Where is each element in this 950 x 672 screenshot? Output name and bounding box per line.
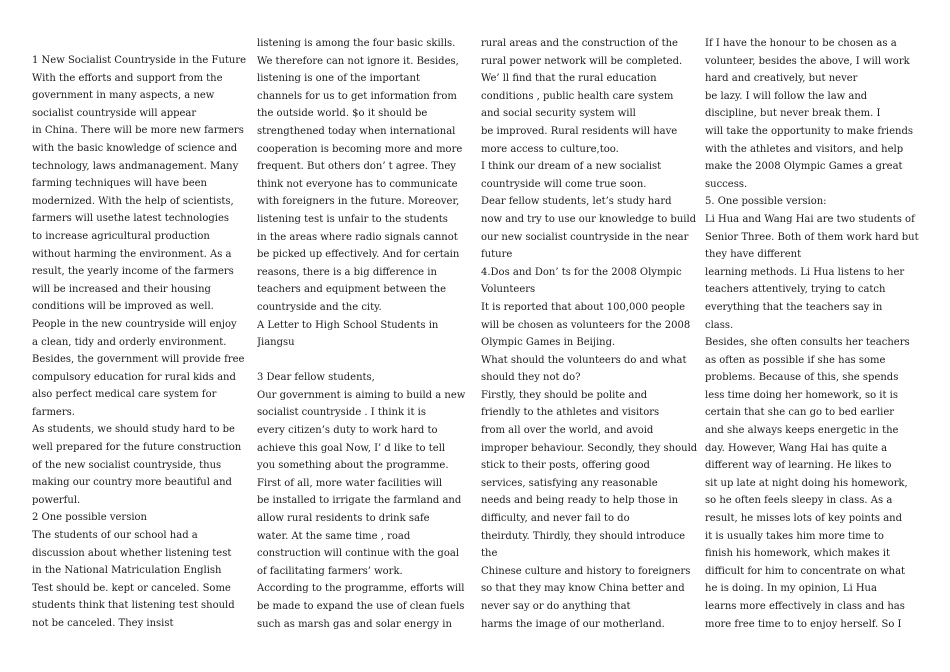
text-line: they have different (705, 249, 802, 261)
text-line: result, the yearly income of the farmers (32, 266, 234, 278)
text-line: without harming the environment. As a (32, 248, 232, 260)
text-line: the (481, 548, 498, 560)
text-line: think not everyone has to communicate (257, 178, 458, 190)
text-line: discipline, but never break them. I (705, 108, 881, 120)
text-line: so that they may know China better and (481, 583, 685, 595)
text-line: never say or do anything that (481, 601, 631, 612)
text-line: less time doing her homework, so it is (705, 389, 899, 401)
text-line: learning methods. Li Hua listens to her (705, 266, 905, 278)
text-line: technology, laws andmanagement. Many (32, 160, 239, 172)
text-line: channels for us to get information from (257, 90, 457, 102)
text-line: theirduty. Thirdly, they should introduce (481, 530, 686, 542)
text-line: in the National Matriculation English (32, 565, 222, 577)
text-line: more access to culture,too. (481, 143, 619, 155)
text-line: future (481, 249, 513, 261)
text-line: not be canceled. They insist (32, 618, 174, 629)
text-line: Test should be. kept or canceled. Some (32, 582, 231, 594)
text-line: of facilitating farmers’ work. (257, 565, 403, 577)
text-line: of the new socialist countryside, thus (32, 459, 222, 471)
text-line: will take the opportunity to make friends (705, 125, 913, 137)
text-line: should they not do? (481, 372, 581, 384)
text-line: to increase agricultural production (32, 230, 210, 242)
text-line: our new socialist countryside in the near (481, 231, 689, 243)
text-line: socialist countryside will appear (32, 107, 197, 119)
text-line: farmers will usethe latest technologies (32, 213, 230, 225)
text-line: I think our dream of a new socialist (481, 161, 662, 173)
text-line: modernized. With the help of scientists, (32, 195, 234, 207)
text-line: a clean, tidy and orderly environment. (32, 336, 227, 348)
text-line: from all over the world, and avoid (481, 425, 654, 437)
text-line: We therefore can not ignore it. Besides, (257, 55, 459, 67)
text-line: Dear fellow students, let’s study hard (481, 196, 672, 208)
text-line: in the areas where radio signals cannot (257, 231, 458, 243)
text-line: difficult for him to concentrate on what (705, 565, 906, 577)
text-column-2 (257, 35, 479, 633)
text-line: with the basic knowledge of science and (32, 142, 238, 154)
text-line: services, satisfying any reasonable (481, 477, 658, 489)
text-line: socialist countryside . I think it is (257, 407, 426, 419)
text-line: certain that she can go to bed earlier (705, 407, 895, 419)
text-line (257, 352, 479, 370)
text-line: reasons, there is a big difference in (257, 266, 437, 278)
text-line: Volunteers (481, 284, 536, 296)
text-line: sit up late at night doing his homework, (705, 477, 908, 489)
text-line: problems. Because of this, she spends (705, 372, 899, 384)
text-line: powerful. (32, 494, 81, 506)
text-line: with the athletes and visitors, and help (705, 143, 904, 155)
text-column-4 (705, 35, 927, 633)
text-line: discussion about whether listening test (32, 547, 232, 559)
text-line: be picked up effectively. And for certain (257, 249, 460, 261)
text-line: you something about the programme. (257, 460, 449, 472)
text-line: 5. One possible version: (705, 196, 827, 208)
text-line: We’ ll find that the rural education (481, 73, 657, 85)
text-line: With the efforts and support from the (32, 72, 223, 84)
text-column-1 (32, 52, 254, 633)
text-line: Senior Three. Both of them work hard but (705, 231, 919, 243)
text-line: According to the programme, efforts will (257, 583, 465, 595)
text-line: different way of learning. He likes to (705, 460, 892, 472)
text-line: listening test is unfair to the students (257, 213, 448, 225)
text-line: friendly to the athletes and visitors (481, 407, 660, 419)
text-line: students think that listening test should (32, 600, 235, 612)
text-line: countryside will come true soon. (481, 178, 647, 190)
text-line: in China. There will be more new farmers (32, 125, 244, 137)
text-line: day. However, Wang Hai has quite a (705, 442, 888, 454)
text-line: water. At the same time , road (257, 530, 411, 542)
text-line: achieve this goal Now, I’ d like to tell (257, 442, 446, 454)
text-line: 2 One possible version (32, 512, 147, 524)
text-line: Firstly, they should be polite and (481, 389, 648, 401)
text-line: A Letter to High School Students in (257, 319, 439, 331)
text-line: volunteer, besides the above, I will work (705, 55, 910, 67)
text-line: will be increased and their housing (32, 283, 211, 295)
text-line: and she always keeps energetic in the (705, 425, 899, 437)
text-line: rural areas and the construction of the (481, 38, 678, 49)
text-line: 1 New Socialist Countryside in the Future (32, 55, 247, 66)
text-line: government in many aspects, a new (32, 90, 215, 102)
text-line: Li Hua and Wang Hai are two students of (705, 213, 915, 225)
text-line: farmers. (32, 406, 75, 418)
text-line: listening is one of the important (257, 73, 420, 85)
text-line: difficulty, and never fail to do (481, 513, 630, 525)
text-line: Our government is aiming to build a new (257, 389, 466, 401)
text-line: What should the volunteers do and what (481, 354, 687, 366)
text-line: making our country more beautiful and (32, 477, 232, 489)
text-line: compulsory education for rural kids and (32, 371, 236, 383)
text-line: Chinese culture and history to foreigners (481, 565, 691, 577)
text-line: every citizen’s duty to work hard to (257, 425, 438, 437)
text-line: strengthened today when international (257, 125, 456, 137)
text-line: with foreigners in the future. Moreover, (257, 196, 460, 208)
text-line: needs and being ready to help those in (481, 495, 679, 507)
text-line: he is doing. In my opinion, Li Hua (705, 583, 877, 595)
text-line: If I have the honour to be chosen as a (705, 38, 897, 49)
text-line: result, he misses lots of key points and (705, 513, 903, 525)
text-line: success. (705, 178, 748, 190)
text-line: make the 2008 Olympic Games a great (705, 161, 903, 173)
text-line: and social security system will (481, 108, 636, 120)
text-line: harms the image of our motherland. (481, 618, 665, 630)
text-line: stick to their posts, offering good (481, 460, 650, 472)
text-line: As students, we should study hard to be (32, 424, 235, 436)
text-line: learns more effectively in class and has (705, 601, 905, 612)
text-line: be installed to irrigate the farmland and (257, 495, 462, 507)
text-line: frequent. But others don’ t agree. They (257, 161, 456, 173)
text-line: 3 Dear fellow students, (257, 372, 375, 384)
text-line: also perfect medical care system for (32, 389, 217, 401)
text-column-3 (481, 35, 703, 633)
text-line: Besides, the government will provide free (32, 354, 245, 366)
text-line: It is reported that about 100,000 people (481, 301, 686, 313)
text-line: allow rural residents to drink safe (257, 513, 430, 525)
text-line: more free time to to enjoy herself. So I (705, 618, 902, 630)
text-line: be improved. Rural residents will have (481, 125, 678, 137)
text-line: Olympic Games in Beijing. (481, 337, 616, 349)
text-line: now and try to use our knowledge to build (481, 213, 697, 225)
text-line: conditions will be improved as well. (32, 301, 214, 313)
text-line: as often as possible if she has some (705, 354, 886, 366)
text-line: construction will continue with the goal (257, 548, 460, 560)
text-line: such as marsh gas and solar energy in (257, 618, 452, 630)
text-line: well prepared for the future construction (32, 442, 242, 454)
text-line: be lazy. I will follow the law and (705, 90, 868, 102)
text-line: hard and creatively, but never (705, 73, 858, 85)
text-line: farming techniques will have been (32, 178, 207, 190)
text-line: First of all, more water facilities will (257, 477, 443, 489)
text-line: so he often feels sleepy in class. As a (705, 495, 893, 507)
text-line: teachers and equipment between the (257, 284, 447, 296)
text-line: improper behaviour. Secondly, they should (481, 442, 698, 454)
text-line: 4.Dos and Don’ ts for the 2008 Olympic (481, 266, 682, 278)
text-line: conditions , public health care system (481, 90, 674, 102)
text-line: rural power network will be completed. (481, 55, 683, 67)
text-line: the outside world. $o it should be (257, 108, 428, 120)
text-line: People in the new countryside will enjoy (32, 318, 237, 330)
text-line: everything that the teachers say in (705, 301, 883, 313)
text-line: class. (705, 319, 734, 331)
text-line: it is usually takes him more time to (705, 530, 884, 542)
text-line: The students of our school had a (32, 530, 198, 542)
text-line: listening is among the four basic skills. (257, 38, 456, 49)
text-line: be made to expand the use of clean fuels (257, 601, 465, 612)
text-line: will be chosen as volunteers for the 2008 (481, 319, 691, 331)
text-line: Jiangsu (257, 337, 295, 349)
text-line: countryside and the city. (257, 301, 382, 313)
text-line: cooperation is becoming more and more (257, 143, 463, 155)
text-line: Besides, she often consults her teachers (705, 337, 910, 349)
text-line: teachers attentively, trying to catch (705, 284, 886, 296)
text-line: finish his homework, which makes it (705, 548, 891, 560)
